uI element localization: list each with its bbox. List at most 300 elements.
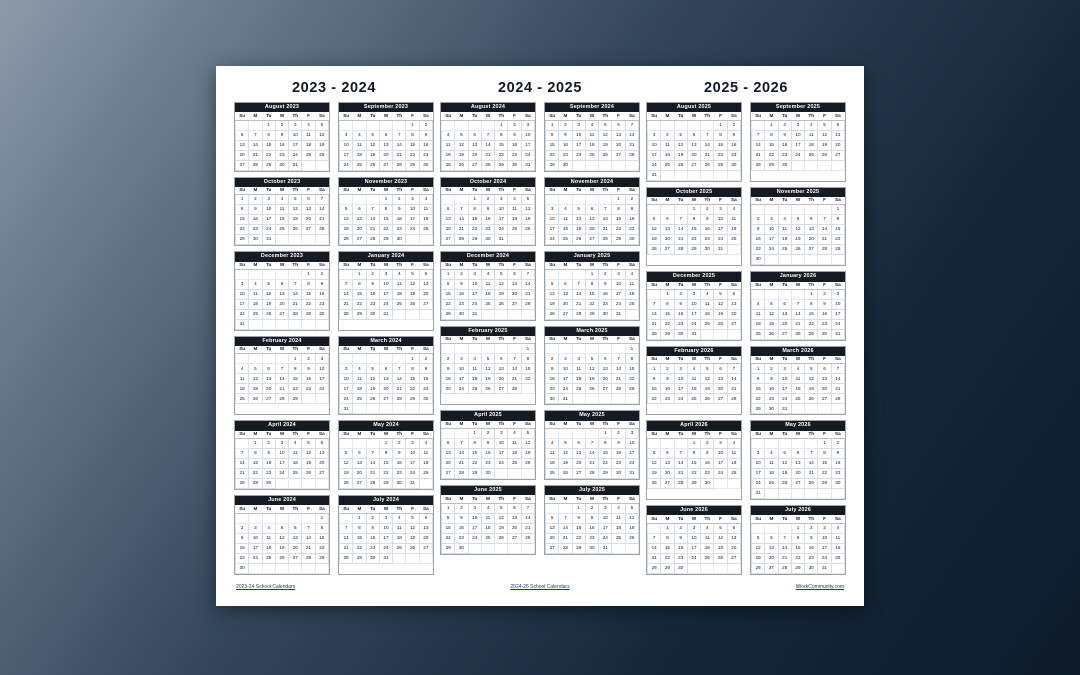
day-cell[interactable]: 17 <box>648 150 661 160</box>
day-cell[interactable]: 20 <box>468 150 481 160</box>
day-cell[interactable]: 31 <box>379 553 392 563</box>
day-cell[interactable]: 21 <box>831 384 844 394</box>
day-cell[interactable]: 5 <box>340 205 353 215</box>
day-cell[interactable]: 1 <box>661 523 674 533</box>
day-cell[interactable]: 17 <box>495 215 508 225</box>
day-cell[interactable]: 22 <box>406 150 419 160</box>
day-cell[interactable]: 26 <box>625 533 638 543</box>
day-cell[interactable]: 26 <box>805 394 818 404</box>
day-cell[interactable]: 30 <box>393 235 406 245</box>
day-cell[interactable]: 18 <box>302 140 315 150</box>
day-cell[interactable]: 24 <box>379 543 392 553</box>
day-cell[interactable]: 14 <box>805 458 818 468</box>
day-cell[interactable]: 14 <box>455 448 468 458</box>
day-cell[interactable]: 14 <box>366 215 379 225</box>
day-cell[interactable]: 4 <box>353 130 366 140</box>
day-cell[interactable]: 6 <box>765 533 778 543</box>
day-cell[interactable]: 11 <box>508 438 521 448</box>
day-cell[interactable]: 14 <box>455 215 468 225</box>
day-cell[interactable]: 21 <box>521 289 534 299</box>
day-cell[interactable]: 30 <box>315 309 328 319</box>
day-cell[interactable]: 1 <box>831 205 844 215</box>
day-cell[interactable]: 10 <box>379 523 392 533</box>
day-cell[interactable]: 13 <box>302 205 315 215</box>
day-cell[interactable]: 31 <box>559 394 572 404</box>
day-cell[interactable]: 3 <box>791 120 804 130</box>
day-cell[interactable]: 23 <box>302 384 315 394</box>
day-cell[interactable]: 25 <box>393 299 406 309</box>
day-cell[interactable]: 23 <box>599 299 612 309</box>
day-cell[interactable]: 20 <box>612 140 625 150</box>
day-cell[interactable]: 12 <box>406 523 419 533</box>
day-cell[interactable]: 24 <box>379 299 392 309</box>
day-cell[interactable]: 18 <box>442 150 455 160</box>
day-cell[interactable]: 23 <box>315 299 328 309</box>
footer-link-iworkcommunity[interactable]: iWorkCommunity.com <box>795 583 844 590</box>
day-cell[interactable]: 12 <box>714 533 727 543</box>
day-cell[interactable]: 12 <box>648 458 661 468</box>
day-cell[interactable]: 15 <box>495 140 508 150</box>
day-cell[interactable]: 2 <box>508 120 521 130</box>
day-cell[interactable]: 10 <box>625 438 638 448</box>
day-cell[interactable]: 28 <box>366 478 379 488</box>
day-cell[interactable]: 2 <box>481 195 494 205</box>
day-cell[interactable]: 3 <box>599 503 612 513</box>
day-cell[interactable]: 20 <box>353 468 366 478</box>
day-cell[interactable]: 10 <box>406 205 419 215</box>
day-cell[interactable]: 29 <box>752 404 765 414</box>
day-cell[interactable]: 10 <box>249 533 262 543</box>
day-cell[interactable]: 10 <box>778 374 791 384</box>
day-cell[interactable]: 16 <box>236 543 249 553</box>
day-cell[interactable]: 5 <box>249 364 262 374</box>
day-cell[interactable]: 6 <box>302 195 315 205</box>
day-cell[interactable]: 13 <box>442 448 455 458</box>
day-cell[interactable]: 29 <box>379 478 392 488</box>
day-cell[interactable]: 25 <box>701 553 714 563</box>
day-cell[interactable]: 11 <box>625 279 638 289</box>
day-cell[interactable]: 14 <box>818 225 831 235</box>
day-cell[interactable]: 16 <box>393 458 406 468</box>
day-cell[interactable]: 10 <box>262 205 275 215</box>
day-cell[interactable]: 28 <box>455 235 468 245</box>
day-cell[interactable]: 5 <box>495 269 508 279</box>
day-cell[interactable]: 3 <box>521 120 534 130</box>
day-cell[interactable]: 21 <box>625 140 638 150</box>
day-cell[interactable]: 13 <box>353 215 366 225</box>
day-cell[interactable]: 28 <box>727 394 740 404</box>
day-cell[interactable]: 20 <box>442 458 455 468</box>
day-cell[interactable]: 20 <box>419 289 432 299</box>
day-cell[interactable]: 2 <box>752 215 765 225</box>
day-cell[interactable]: 1 <box>599 428 612 438</box>
day-cell[interactable]: 16 <box>599 289 612 299</box>
day-cell[interactable]: 1 <box>442 269 455 279</box>
day-cell[interactable]: 4 <box>249 279 262 289</box>
day-cell[interactable]: 31 <box>687 329 700 339</box>
day-cell[interactable]: 18 <box>289 458 302 468</box>
day-cell[interactable]: 22 <box>315 543 328 553</box>
day-cell[interactable]: 16 <box>778 140 791 150</box>
day-cell[interactable]: 16 <box>625 215 638 225</box>
day-cell[interactable]: 16 <box>818 309 831 319</box>
day-cell[interactable]: 16 <box>455 289 468 299</box>
day-cell[interactable]: 6 <box>289 523 302 533</box>
day-cell[interactable]: 24 <box>599 533 612 543</box>
day-cell[interactable]: 10 <box>687 299 700 309</box>
day-cell[interactable]: 18 <box>572 374 585 384</box>
day-cell[interactable]: 25 <box>625 299 638 309</box>
day-cell[interactable]: 12 <box>585 364 598 374</box>
day-cell[interactable]: 5 <box>752 533 765 543</box>
day-cell[interactable]: 30 <box>419 160 432 170</box>
day-cell[interactable]: 19 <box>701 384 714 394</box>
day-cell[interactable]: 2 <box>455 503 468 513</box>
day-cell[interactable]: 8 <box>315 523 328 533</box>
day-cell[interactable]: 16 <box>727 140 740 150</box>
day-cell[interactable]: 14 <box>727 374 740 384</box>
day-cell[interactable]: 16 <box>559 140 572 150</box>
day-cell[interactable]: 10 <box>714 448 727 458</box>
day-cell[interactable]: 20 <box>442 225 455 235</box>
day-cell[interactable]: 13 <box>778 309 791 319</box>
day-cell[interactable]: 18 <box>831 543 844 553</box>
day-cell[interactable]: 20 <box>765 553 778 563</box>
day-cell[interactable]: 28 <box>275 394 288 404</box>
day-cell[interactable]: 15 <box>805 309 818 319</box>
day-cell[interactable]: 12 <box>805 374 818 384</box>
day-cell[interactable]: 29 <box>302 309 315 319</box>
day-cell[interactable]: 28 <box>831 394 844 404</box>
day-cell[interactable]: 29 <box>612 235 625 245</box>
day-cell[interactable]: 24 <box>275 468 288 478</box>
day-cell[interactable]: 29 <box>406 394 419 404</box>
day-cell[interactable]: 28 <box>315 225 328 235</box>
day-cell[interactable]: 4 <box>275 195 288 205</box>
day-cell[interactable]: 11 <box>275 205 288 215</box>
day-cell[interactable]: 19 <box>340 468 353 478</box>
day-cell[interactable]: 28 <box>625 150 638 160</box>
day-cell[interactable]: 11 <box>701 533 714 543</box>
day-cell[interactable]: 11 <box>289 448 302 458</box>
day-cell[interactable]: 3 <box>648 130 661 140</box>
day-cell[interactable]: 12 <box>546 289 559 299</box>
day-cell[interactable]: 7 <box>831 364 844 374</box>
day-cell[interactable]: 3 <box>546 205 559 215</box>
day-cell[interactable]: 24 <box>714 468 727 478</box>
day-cell[interactable]: 11 <box>468 364 481 374</box>
day-cell[interactable]: 29 <box>468 235 481 245</box>
day-cell[interactable]: 30 <box>805 563 818 573</box>
day-cell[interactable]: 10 <box>752 458 765 468</box>
day-cell[interactable]: 5 <box>585 354 598 364</box>
day-cell[interactable]: 20 <box>379 150 392 160</box>
day-cell[interactable]: 27 <box>419 543 432 553</box>
day-cell[interactable]: 1 <box>353 513 366 523</box>
day-cell[interactable]: 17 <box>379 289 392 299</box>
day-cell[interactable]: 3 <box>406 438 419 448</box>
day-cell[interactable]: 23 <box>236 553 249 563</box>
day-cell[interactable]: 8 <box>625 354 638 364</box>
day-cell[interactable]: 24 <box>521 150 534 160</box>
day-cell[interactable]: 21 <box>508 374 521 384</box>
day-cell[interactable]: 17 <box>340 384 353 394</box>
day-cell[interactable]: 2 <box>455 269 468 279</box>
day-cell[interactable]: 5 <box>648 448 661 458</box>
day-cell[interactable]: 9 <box>419 364 432 374</box>
day-cell[interactable]: 5 <box>559 438 572 448</box>
day-cell[interactable]: 18 <box>481 289 494 299</box>
day-cell[interactable]: 30 <box>393 478 406 488</box>
day-cell[interactable]: 12 <box>674 140 687 150</box>
day-cell[interactable]: 7 <box>572 279 585 289</box>
day-cell[interactable]: 20 <box>546 533 559 543</box>
day-cell[interactable]: 13 <box>661 225 674 235</box>
day-cell[interactable]: 18 <box>661 150 674 160</box>
day-cell[interactable]: 15 <box>687 458 700 468</box>
day-cell[interactable]: 16 <box>765 384 778 394</box>
day-cell[interactable]: 22 <box>379 468 392 478</box>
day-cell[interactable]: 2 <box>805 523 818 533</box>
day-cell[interactable]: 25 <box>791 394 804 404</box>
day-cell[interactable]: 18 <box>249 299 262 309</box>
day-cell[interactable]: 10 <box>687 533 700 543</box>
day-cell[interactable]: 15 <box>468 215 481 225</box>
day-cell[interactable]: 30 <box>674 329 687 339</box>
day-cell[interactable]: 22 <box>546 150 559 160</box>
day-cell[interactable]: 24 <box>468 533 481 543</box>
day-cell[interactable]: 5 <box>495 503 508 513</box>
day-cell[interactable]: 26 <box>289 225 302 235</box>
day-cell[interactable]: 12 <box>521 205 534 215</box>
day-cell[interactable]: 18 <box>778 235 791 245</box>
day-cell[interactable]: 14 <box>572 289 585 299</box>
day-cell[interactable]: 3 <box>275 438 288 448</box>
day-cell[interactable]: 24 <box>249 553 262 563</box>
day-cell[interactable]: 3 <box>495 428 508 438</box>
day-cell[interactable]: 6 <box>262 364 275 374</box>
day-cell[interactable]: 16 <box>249 215 262 225</box>
day-cell[interactable]: 1 <box>406 354 419 364</box>
day-cell[interactable]: 7 <box>455 205 468 215</box>
day-cell[interactable]: 25 <box>419 468 432 478</box>
day-cell[interactable]: 7 <box>559 513 572 523</box>
day-cell[interactable]: 8 <box>599 438 612 448</box>
day-cell[interactable]: 5 <box>275 523 288 533</box>
day-cell[interactable]: 15 <box>661 543 674 553</box>
day-cell[interactable]: 20 <box>661 235 674 245</box>
day-cell[interactable]: 7 <box>612 354 625 364</box>
day-cell[interactable]: 21 <box>727 384 740 394</box>
day-cell[interactable]: 15 <box>521 364 534 374</box>
day-cell[interactable]: 7 <box>625 120 638 130</box>
day-cell[interactable]: 9 <box>249 205 262 215</box>
day-cell[interactable]: 5 <box>599 120 612 130</box>
day-cell[interactable]: 13 <box>546 523 559 533</box>
day-cell[interactable]: 10 <box>236 289 249 299</box>
day-cell[interactable]: 20 <box>353 225 366 235</box>
day-cell[interactable]: 22 <box>495 150 508 160</box>
day-cell[interactable]: 20 <box>791 468 804 478</box>
day-cell[interactable]: 10 <box>495 205 508 215</box>
day-cell[interactable]: 19 <box>572 225 585 235</box>
day-cell[interactable]: 26 <box>585 384 598 394</box>
day-cell[interactable]: 21 <box>393 384 406 394</box>
day-cell[interactable]: 1 <box>379 438 392 448</box>
day-cell[interactable]: 23 <box>765 394 778 404</box>
day-cell[interactable]: 16 <box>442 374 455 384</box>
day-cell[interactable]: 25 <box>727 235 740 245</box>
day-cell[interactable]: 9 <box>778 130 791 140</box>
day-cell[interactable]: 13 <box>585 215 598 225</box>
day-cell[interactable]: 11 <box>419 205 432 215</box>
day-cell[interactable]: 23 <box>455 533 468 543</box>
day-cell[interactable]: 28 <box>508 384 521 394</box>
day-cell[interactable]: 22 <box>648 394 661 404</box>
day-cell[interactable]: 6 <box>236 130 249 140</box>
day-cell[interactable]: 15 <box>572 523 585 533</box>
day-cell[interactable]: 14 <box>275 374 288 384</box>
day-cell[interactable]: 22 <box>625 374 638 384</box>
day-cell[interactable]: 4 <box>481 269 494 279</box>
day-cell[interactable]: 2 <box>419 354 432 364</box>
day-cell[interactable]: 10 <box>495 438 508 448</box>
day-cell[interactable]: 29 <box>585 309 598 319</box>
day-cell[interactable]: 31 <box>468 309 481 319</box>
day-cell[interactable]: 9 <box>559 130 572 140</box>
day-cell[interactable]: 19 <box>625 523 638 533</box>
day-cell[interactable]: 24 <box>687 553 700 563</box>
day-cell[interactable]: 16 <box>366 533 379 543</box>
day-cell[interactable]: 29 <box>625 384 638 394</box>
day-cell[interactable]: 7 <box>340 523 353 533</box>
day-cell[interactable]: 8 <box>406 364 419 374</box>
day-cell[interactable]: 4 <box>625 269 638 279</box>
day-cell[interactable]: 24 <box>752 478 765 488</box>
day-cell[interactable]: 21 <box>366 468 379 478</box>
day-cell[interactable]: 22 <box>289 384 302 394</box>
day-cell[interactable]: 23 <box>249 225 262 235</box>
day-cell[interactable]: 19 <box>495 289 508 299</box>
day-cell[interactable]: 13 <box>599 364 612 374</box>
day-cell[interactable]: 12 <box>340 458 353 468</box>
day-cell[interactable]: 12 <box>559 448 572 458</box>
day-cell[interactable]: 30 <box>674 563 687 573</box>
day-cell[interactable]: 22 <box>353 543 366 553</box>
day-cell[interactable]: 13 <box>353 458 366 468</box>
day-cell[interactable]: 28 <box>455 468 468 478</box>
day-cell[interactable]: 19 <box>289 215 302 225</box>
day-cell[interactable]: 22 <box>442 299 455 309</box>
day-cell[interactable]: 21 <box>393 150 406 160</box>
day-cell[interactable]: 12 <box>599 130 612 140</box>
day-cell[interactable]: 4 <box>419 438 432 448</box>
day-cell[interactable]: 25 <box>249 309 262 319</box>
day-cell[interactable]: 2 <box>661 364 674 374</box>
day-cell[interactable]: 12 <box>648 225 661 235</box>
day-cell[interactable]: 26 <box>599 150 612 160</box>
day-cell[interactable]: 12 <box>714 299 727 309</box>
day-cell[interactable]: 19 <box>546 299 559 309</box>
day-cell[interactable]: 17 <box>521 140 534 150</box>
day-cell[interactable]: 18 <box>765 468 778 478</box>
day-cell[interactable]: 19 <box>495 523 508 533</box>
day-cell[interactable]: 12 <box>315 130 328 140</box>
day-cell[interactable]: 24 <box>612 299 625 309</box>
day-cell[interactable]: 13 <box>687 140 700 150</box>
day-cell[interactable]: 21 <box>275 384 288 394</box>
day-cell[interactable]: 26 <box>778 478 791 488</box>
day-cell[interactable]: 4 <box>419 195 432 205</box>
day-cell[interactable]: 12 <box>455 140 468 150</box>
day-cell[interactable]: 25 <box>585 150 598 160</box>
day-cell[interactable]: 13 <box>468 140 481 150</box>
day-cell[interactable]: 31 <box>406 478 419 488</box>
day-cell[interactable]: 8 <box>661 533 674 543</box>
day-cell[interactable]: 23 <box>442 384 455 394</box>
day-cell[interactable]: 14 <box>340 289 353 299</box>
day-cell[interactable]: 11 <box>559 215 572 225</box>
day-cell[interactable]: 23 <box>625 225 638 235</box>
day-cell[interactable]: 8 <box>585 279 598 289</box>
day-cell[interactable]: 8 <box>353 523 366 533</box>
day-cell[interactable]: 13 <box>495 364 508 374</box>
day-cell[interactable]: 22 <box>406 384 419 394</box>
day-cell[interactable]: 28 <box>481 160 494 170</box>
day-cell[interactable]: 13 <box>508 279 521 289</box>
day-cell[interactable]: 3 <box>455 354 468 364</box>
day-cell[interactable]: 11 <box>419 448 432 458</box>
day-cell[interactable]: 31 <box>289 160 302 170</box>
day-cell[interactable]: 7 <box>648 299 661 309</box>
day-cell[interactable]: 15 <box>752 384 765 394</box>
day-cell[interactable]: 18 <box>393 289 406 299</box>
day-cell[interactable]: 25 <box>468 384 481 394</box>
day-cell[interactable]: 9 <box>366 523 379 533</box>
day-cell[interactable]: 18 <box>612 523 625 533</box>
day-cell[interactable]: 18 <box>727 225 740 235</box>
day-cell[interactable]: 27 <box>727 319 740 329</box>
day-cell[interactable]: 12 <box>791 225 804 235</box>
day-cell[interactable]: 25 <box>805 150 818 160</box>
day-cell[interactable]: 29 <box>818 478 831 488</box>
day-cell[interactable]: 2 <box>831 438 844 448</box>
day-cell[interactable]: 25 <box>302 150 315 160</box>
day-cell[interactable]: 23 <box>393 468 406 478</box>
day-cell[interactable]: 17 <box>599 523 612 533</box>
day-cell[interactable]: 21 <box>818 235 831 245</box>
day-cell[interactable]: 23 <box>778 150 791 160</box>
day-cell[interactable]: 1 <box>687 205 700 215</box>
day-cell[interactable]: 27 <box>687 160 700 170</box>
day-cell[interactable]: 27 <box>419 299 432 309</box>
day-cell[interactable]: 11 <box>353 140 366 150</box>
day-cell[interactable]: 16 <box>455 523 468 533</box>
day-cell[interactable]: 17 <box>778 384 791 394</box>
footer-link-2023-24[interactable]: 2023-24 School Calendars <box>236 583 296 590</box>
day-cell[interactable]: 11 <box>727 215 740 225</box>
day-cell[interactable]: 17 <box>468 289 481 299</box>
day-cell[interactable]: 29 <box>687 245 700 255</box>
day-cell[interactable]: 1 <box>521 344 534 354</box>
day-cell[interactable]: 7 <box>508 354 521 364</box>
day-cell[interactable]: 13 <box>379 374 392 384</box>
day-cell[interactable]: 28 <box>778 563 791 573</box>
day-cell[interactable]: 26 <box>765 329 778 339</box>
day-cell[interactable]: 27 <box>468 160 481 170</box>
day-cell[interactable]: 11 <box>442 140 455 150</box>
day-cell[interactable]: 17 <box>275 458 288 468</box>
